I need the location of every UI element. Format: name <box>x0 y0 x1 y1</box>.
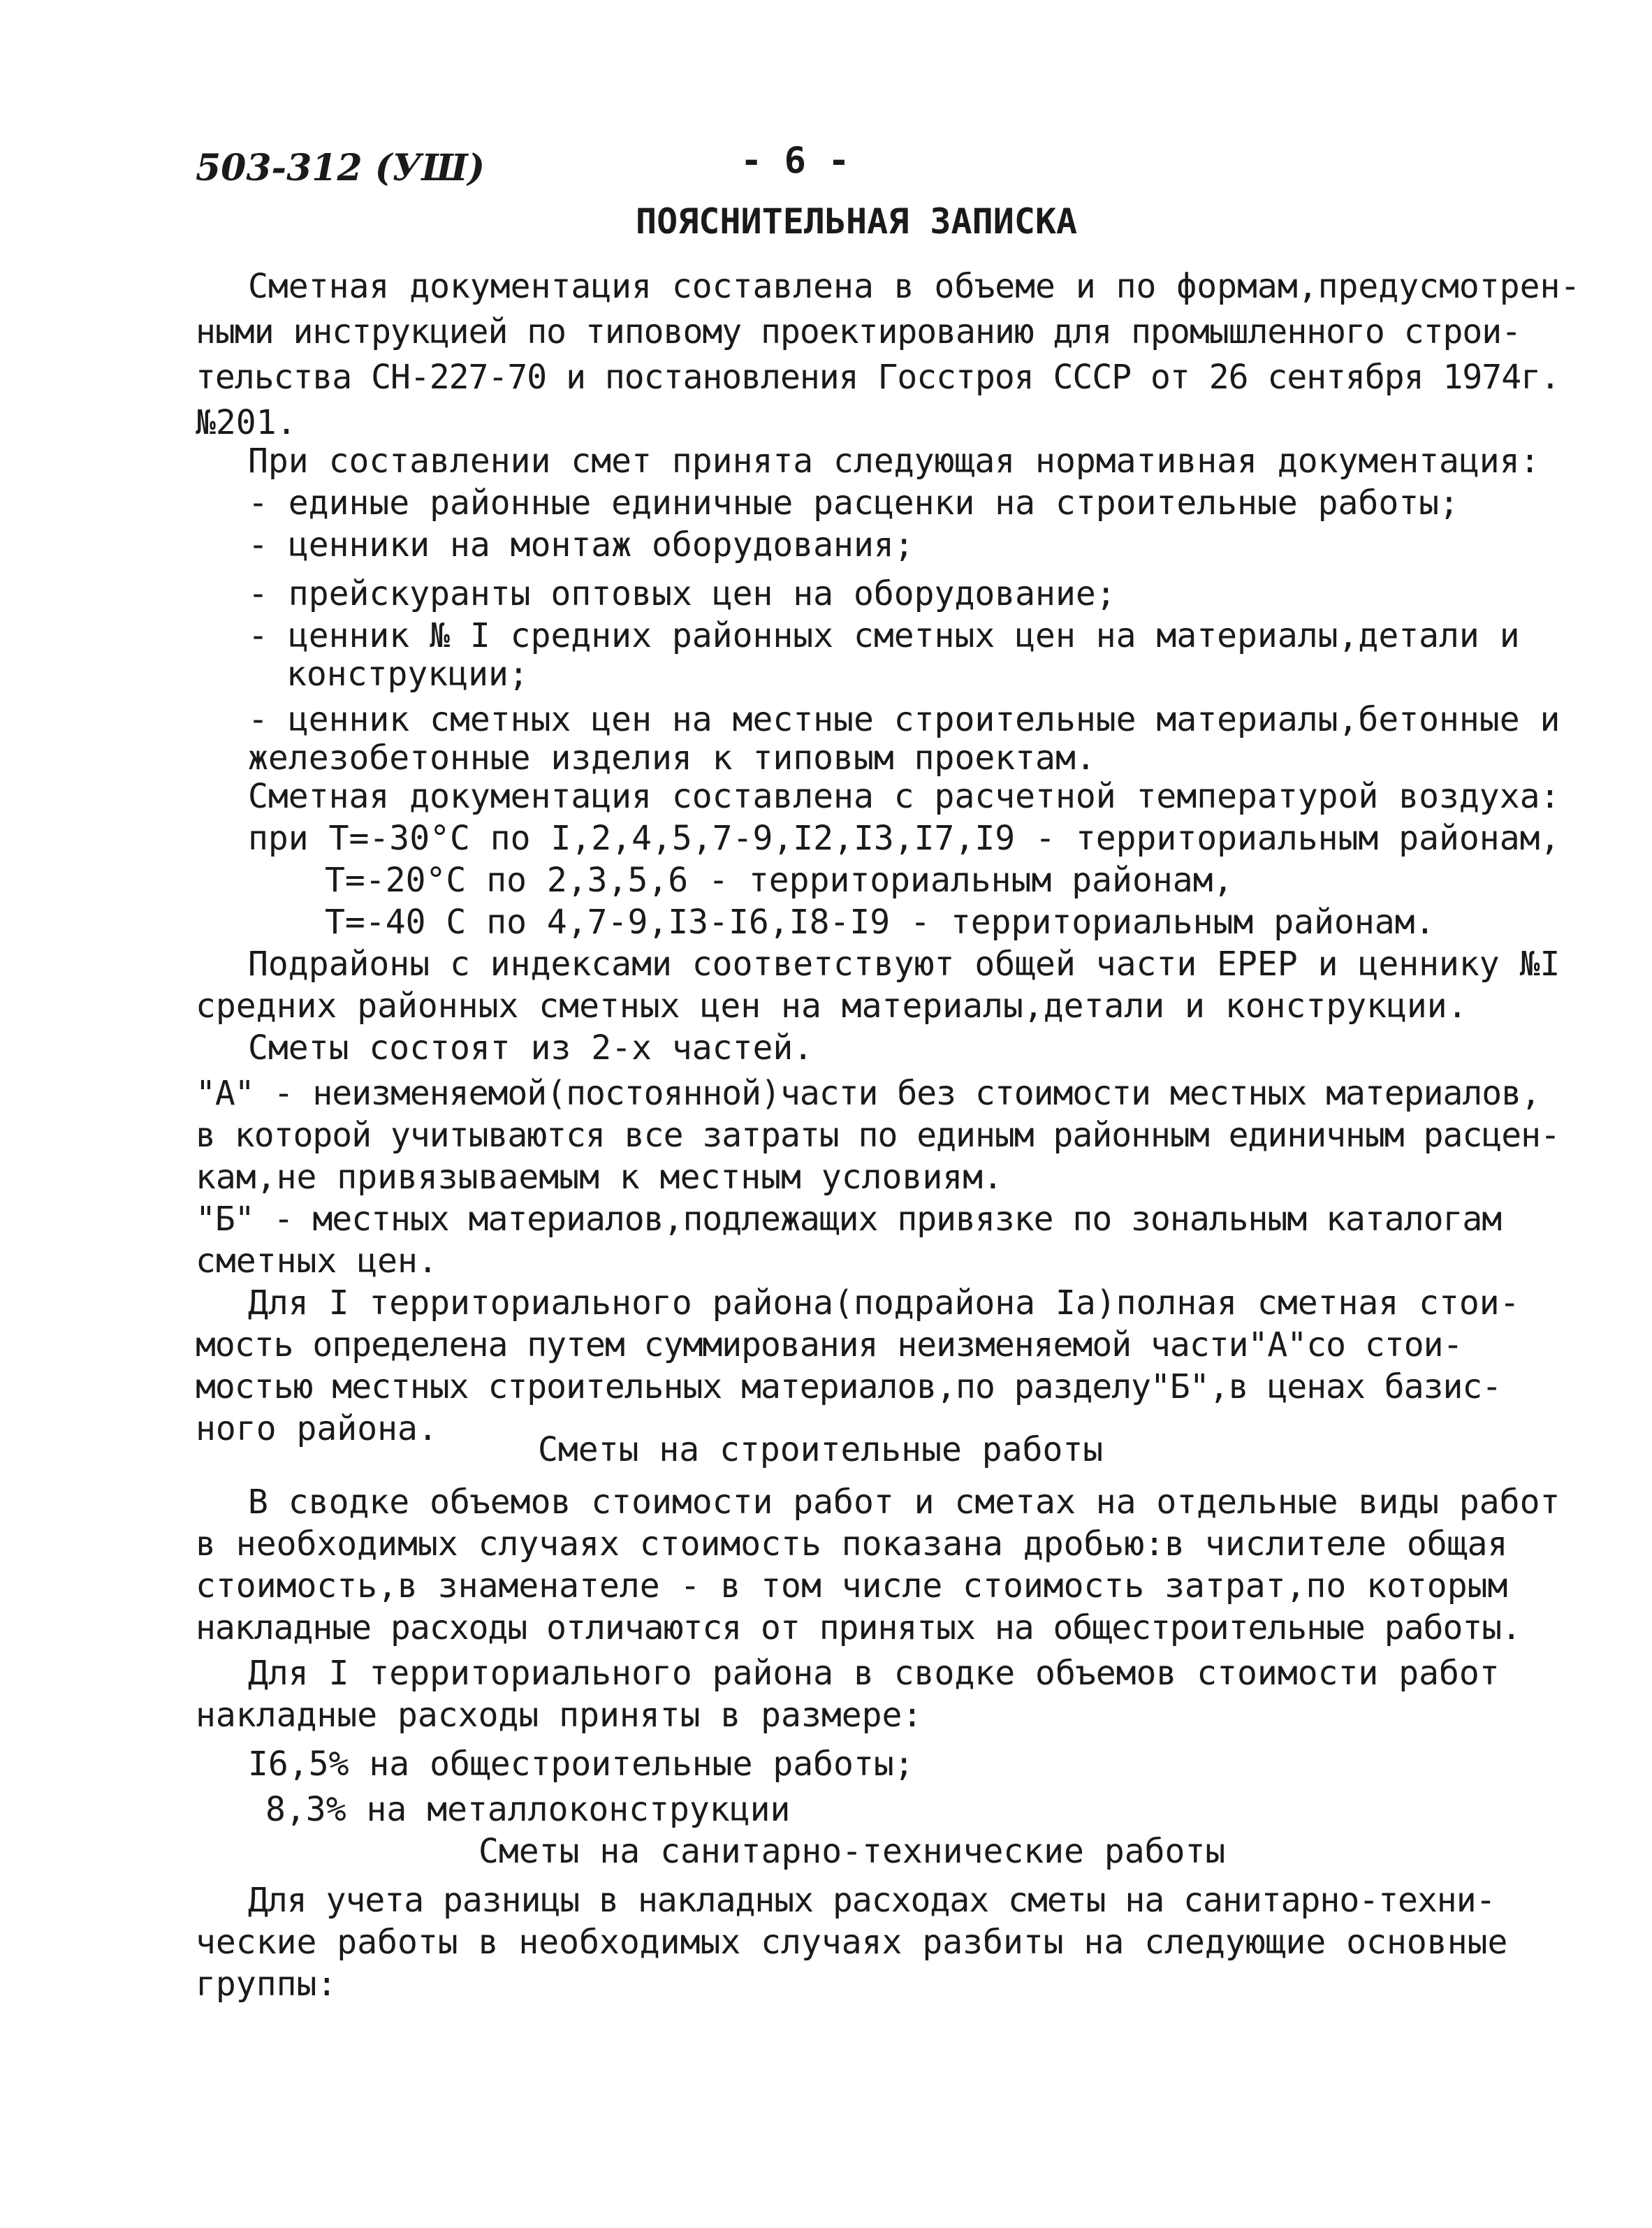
section-heading: Сметы на строительные работы <box>538 1430 1104 1469</box>
text-line: при Т=-30°С по I,2,4,5,7-9,I2,I3,I7,I9 - территориальным районам, <box>248 819 1560 858</box>
text-line: В сводке объемов стоимости работ и сметах на отдельные виды работ <box>248 1483 1560 1522</box>
text-line: "Б" - местных материалов,подлежащих привязке по зональным каталогам <box>196 1200 1502 1239</box>
page-number: - 6 - <box>740 140 850 182</box>
section-heading: Сметы на санитарно-технические работы <box>478 1832 1226 1871</box>
text-line: сметных цен. <box>196 1242 438 1281</box>
text-line: средних районных сметных цен на материалы,детали и конструкции. <box>196 986 1468 1026</box>
text-line: железобетонные изделия к типовым проектам. <box>248 738 1096 778</box>
text-line: ного района. <box>196 1409 438 1448</box>
text-line: Т=-20°С по 2,3,5,6 - территориальным районам, <box>325 861 1234 900</box>
text-line: ческие работы в необходимых случаях разбиты на следующие основные <box>196 1923 1508 1962</box>
text-line: кам,не привязываемым к местным условиям. <box>196 1158 1003 1197</box>
text-line: накладные расходы отличаются от принятых на общестроительные работы. <box>196 1608 1521 1647</box>
text-line: конструкции; <box>286 655 529 694</box>
text-line: группы: <box>196 1965 337 2004</box>
text-line: мость определена путем суммирования неизменяемой части"А"со стои- <box>196 1325 1463 1364</box>
text-line: Т=-40 С по 4,7-9,I3-I6,I8-I9 - территориальным районам. <box>325 903 1435 942</box>
text-line: Для I территориального района в сводке объемов стоимости работ <box>248 1654 1500 1693</box>
text-line: Сметная документация составлена с расчетной температурой воздуха: <box>248 777 1560 816</box>
text-line: мостью местных строительных материалов,по разделу"Б",в ценах базис- <box>196 1367 1502 1406</box>
text-line: "А" - неизменяемой(постоянной)части без стоимости местных материалов, <box>196 1074 1540 1113</box>
list-item: - ценники на монтаж оборудования; <box>248 525 914 565</box>
text-line: стоимость,в знаменателе - в том числе стоимость затрат,по которым <box>196 1566 1508 1606</box>
list-item: - ценник № I средних районных сметных цен на материалы,детали и <box>248 616 1520 655</box>
text-line: №201. <box>196 403 297 442</box>
text-line: При составлении смет принята следующая нормативная документация: <box>248 442 1540 481</box>
text-line: Подрайоны с индексами соответствуют общей части ЕРЕР и ценнику №I <box>248 945 1560 984</box>
list-item: - единые районные единичные расценки на строительные работы; <box>248 483 1459 523</box>
text-line: Для I территориального района(подрайона Iа)полная сметная стои- <box>248 1283 1520 1323</box>
text-line: Сметная документация составлена в объеме и по формам,предусмотрен- <box>248 267 1581 306</box>
document-code: 503-312 (УШ) <box>196 147 485 189</box>
text-line: накладные расходы приняты в размере: <box>196 1696 923 1735</box>
text-line: ными инструкцией по типовому проектированию для промышленного строи- <box>196 312 1521 351</box>
text-line: Сметы состоят из 2-х частей. <box>248 1028 814 1068</box>
text-line: в необходимых случаях стоимость показана дробью:в числителе общая <box>196 1524 1508 1564</box>
list-item: 8,3% на металлоконструкции <box>265 1790 791 1829</box>
text-line: тельства СН-227-70 и постановления Госстроя СССР от 26 сентября 1974г. <box>196 358 1560 397</box>
text-line: Для учета разницы в накладных расходах сметы на санитарно-техни- <box>248 1881 1496 1920</box>
page-title: ПОЯСНИТЕЛЬНАЯ ЗАПИСКА <box>636 201 1078 242</box>
text-line: в которой учитываются все затраты по единым районным единичным расцен- <box>196 1116 1560 1155</box>
list-item: I6,5% на общестроительные работы; <box>248 1745 914 1784</box>
list-item: - прейскуранты оптовых цен на оборудование; <box>248 574 1116 613</box>
list-item: - ценник сметных цен на местные строительные материалы,бетонные и <box>248 700 1560 739</box>
